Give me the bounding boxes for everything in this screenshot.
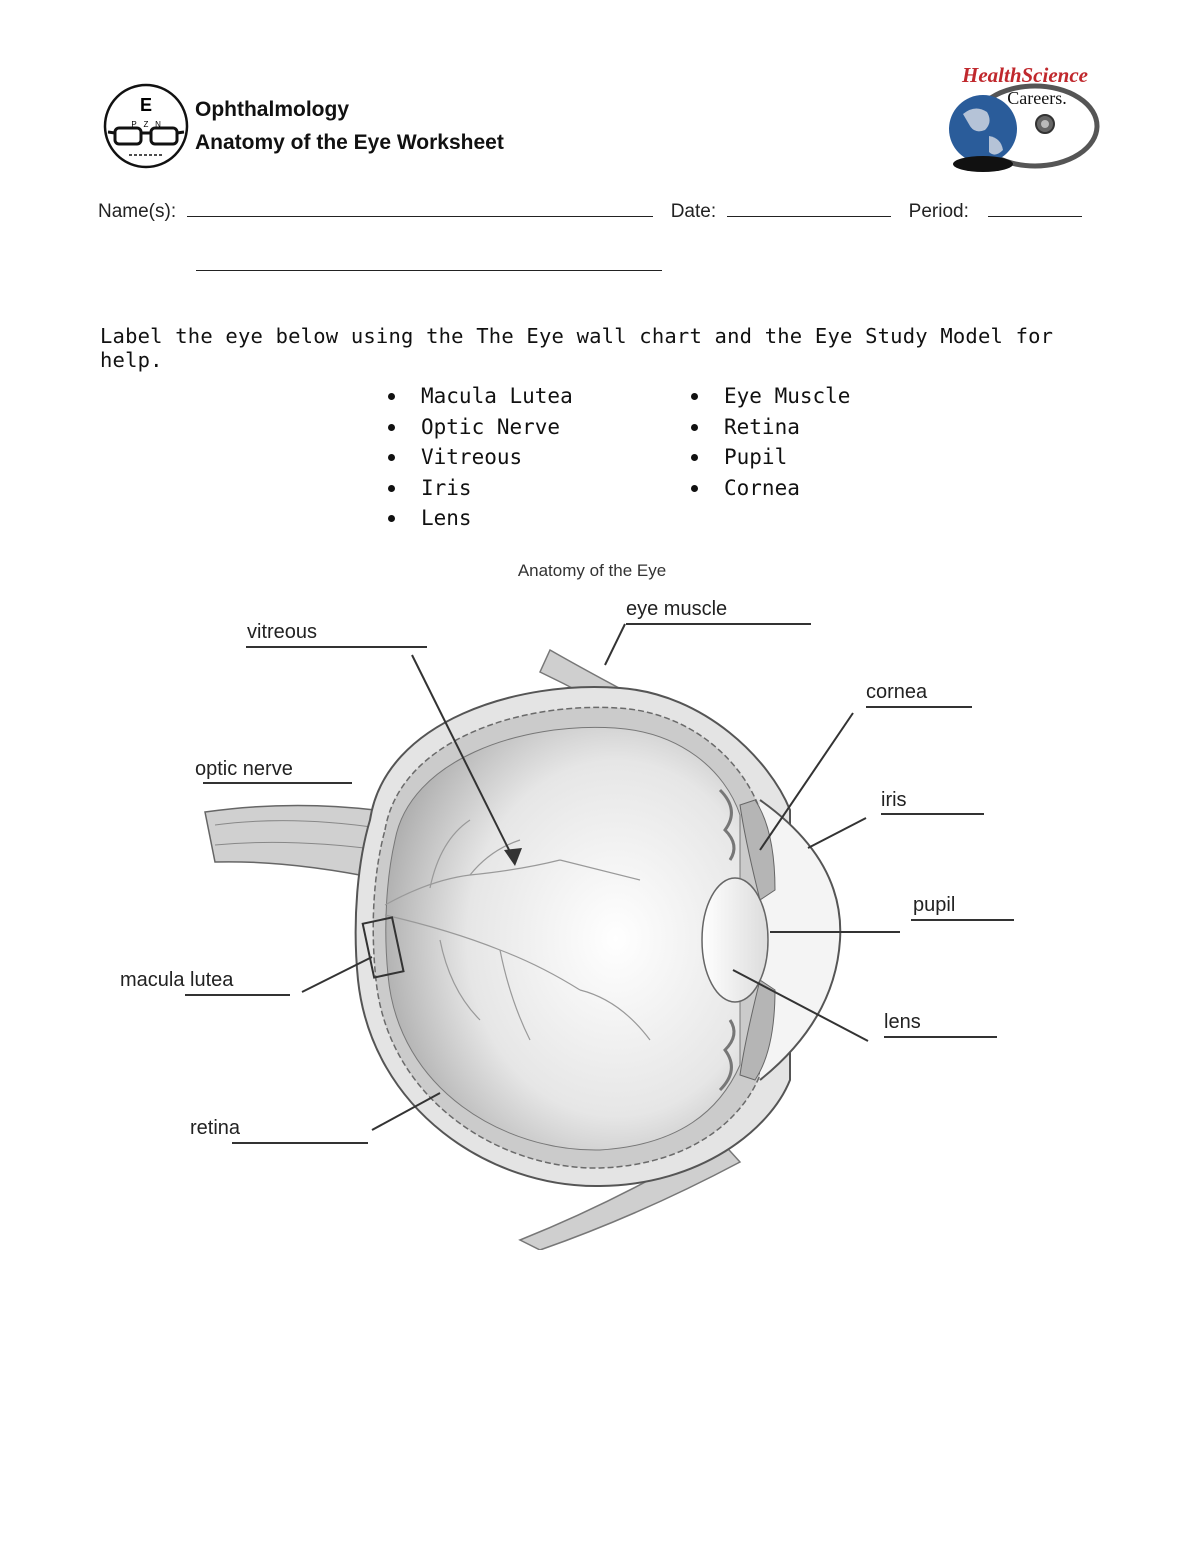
list-item: Lens [385,503,573,534]
bullet-icon [691,424,698,431]
worksheet-title [195,93,504,159]
list-item: Cornea [688,473,850,504]
list-item: Macula Lutea [385,381,573,412]
label-vitreous: vitreous [247,621,318,643]
term-list-column-1 [385,381,573,534]
list-item: Vitreous [385,442,573,473]
title-anatomy-worksheet: Anatomy of the Eye Worksheet [195,131,504,154]
iris-leader-line [808,818,866,848]
chart-letter-e: E [139,95,153,115]
chart-letter-p: P [131,120,137,129]
eye-chart-glasses-icon [103,83,189,169]
label-lens: lens [884,1011,921,1033]
bullet-icon [388,454,395,461]
eye-anatomy-diagram [0,550,1200,1250]
label-retina: retina [190,1117,241,1139]
bullet-icon [691,393,698,400]
chart-letter-n: N [155,120,161,129]
names-blank-second-line[interactable] [196,252,662,271]
date-label: Date: [670,201,717,222]
names-blank[interactable] [187,198,653,217]
instructions-text: Label the eye below using the The Eye wall chart and the Eye Study Model for help. [100,324,1054,372]
list-item: Iris [385,473,573,504]
bullet-icon [691,485,698,492]
date-blank[interactable] [727,198,891,217]
bullet-icon [388,515,395,522]
list-item: Pupil [688,442,850,473]
label-optic-nerve: optic nerve [195,758,293,780]
bullet-icon [388,485,395,492]
cornea-shape [760,800,840,1080]
period-label: Period: [908,201,969,222]
bullet-icon [388,424,395,431]
label-eye-muscle: eye muscle [626,598,728,620]
label-iris: iris [881,789,907,811]
term-list-column-2 [688,381,850,503]
health-science-careers-logo [915,64,1105,179]
label-macula-lutea: macula lutea [120,969,234,991]
logo-healthscience-text: HealthScience [962,64,1088,87]
vitreous-body [386,727,740,1150]
list-item: Retina [688,412,850,443]
title-ophthalmology: Ophthalmology [195,98,349,121]
chart-letter-z: Z [143,120,149,129]
list-item: Eye Muscle [688,381,850,412]
eye-muscle-leader-line [605,624,625,665]
bullet-icon [388,393,395,400]
bullet-icon [691,454,698,461]
label-cornea: cornea [866,681,928,703]
label-pupil: pupil [913,894,956,916]
names-label: Name(s): [98,201,177,222]
diagram-title: Anatomy of the Eye [517,561,667,580]
period-blank[interactable] [988,198,1082,217]
logo-careers-text: Careers. [1007,88,1067,108]
list-item: Optic Nerve [385,412,573,443]
